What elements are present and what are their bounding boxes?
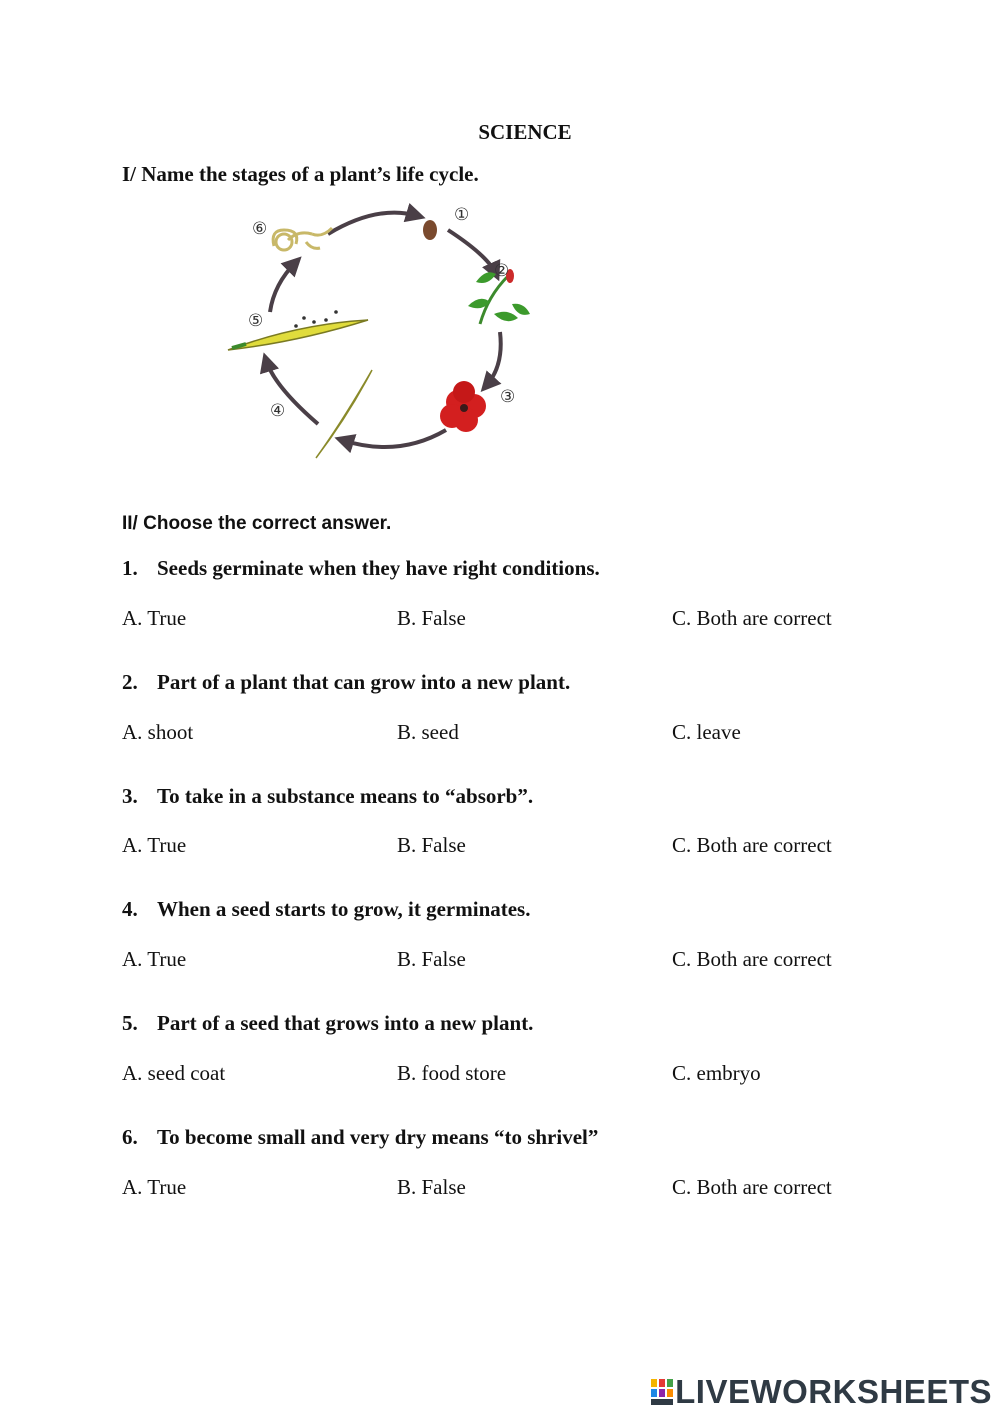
option-a[interactable]: A. shoot — [122, 720, 194, 744]
question-number: 1. — [122, 556, 138, 580]
option-b[interactable]: B. food store — [397, 1061, 507, 1085]
option-c[interactable]: C. Both are correct — [672, 1175, 832, 1199]
question-2 — [122, 670, 570, 695]
option-b[interactable]: B. False — [397, 833, 466, 857]
option-b[interactable]: B. False — [397, 947, 466, 971]
question-text: To take in a substance means to “absorb”. — [157, 784, 534, 808]
question-1 — [122, 556, 600, 581]
stage-number-3: ③ — [500, 387, 516, 407]
section-heading-1: I/ Name the stages of a plant’s life cycle. — [122, 162, 479, 186]
option-c[interactable]: C. leave — [672, 720, 741, 744]
question-text: Part of a seed that grows into a new plant. — [157, 1011, 534, 1035]
stage-number-1: ① — [454, 205, 470, 225]
page-title: SCIENCE — [478, 120, 572, 144]
flower-drawing — [440, 381, 486, 432]
question-6 — [122, 1125, 598, 1150]
option-a[interactable]: A. True — [122, 833, 187, 857]
plant-life-cycle-diagram — [218, 196, 548, 468]
option-a[interactable]: A. True — [122, 947, 187, 971]
question-text: When a seed starts to grow, it germinates. — [157, 897, 531, 921]
question-number: 6. — [122, 1125, 138, 1149]
question-4 — [122, 897, 530, 922]
option-b[interactable]: B. seed — [397, 720, 459, 744]
liveworksheets-logo — [651, 1372, 992, 1412]
question-5 — [122, 1011, 533, 1036]
stage-number-5: ⑤ — [248, 311, 264, 331]
question-text: Seeds germinate when they have right conditions. — [157, 556, 600, 580]
seed-drawing — [423, 220, 437, 240]
logo-text: LIVEWORKSHEETS — [675, 1373, 992, 1410]
question-number: 2. — [122, 670, 138, 694]
question-3 — [122, 784, 533, 809]
question-text: To become small and very dry means “to shrivel” — [157, 1125, 599, 1149]
question-text: Part of a plant that can grow into a new plant. — [157, 670, 571, 694]
stage-number-4: ④ — [270, 401, 286, 421]
option-a[interactable]: A. True — [122, 606, 187, 630]
option-a[interactable]: A. True — [122, 1175, 187, 1199]
option-a[interactable]: A. seed coat — [122, 1061, 226, 1085]
question-number: 5. — [122, 1011, 138, 1035]
option-c[interactable]: C. Both are correct — [672, 947, 832, 971]
option-c[interactable]: C. Both are correct — [672, 833, 832, 857]
option-c[interactable]: C. Both are correct — [672, 606, 832, 630]
stage-number-6: ⑥ — [252, 219, 268, 239]
germinating-seed-drawing — [273, 228, 332, 250]
question-number: 3. — [122, 784, 138, 808]
question-number: 4. — [122, 897, 138, 921]
stage-number-2: ② — [494, 261, 510, 281]
section-heading-2: II/ Choose the correct answer. — [122, 513, 392, 534]
option-c[interactable]: C. embryo — [672, 1061, 761, 1085]
option-b[interactable]: B. False — [397, 1175, 466, 1199]
logo-badge-icon — [651, 1377, 673, 1407]
option-b[interactable]: B. False — [397, 606, 466, 630]
